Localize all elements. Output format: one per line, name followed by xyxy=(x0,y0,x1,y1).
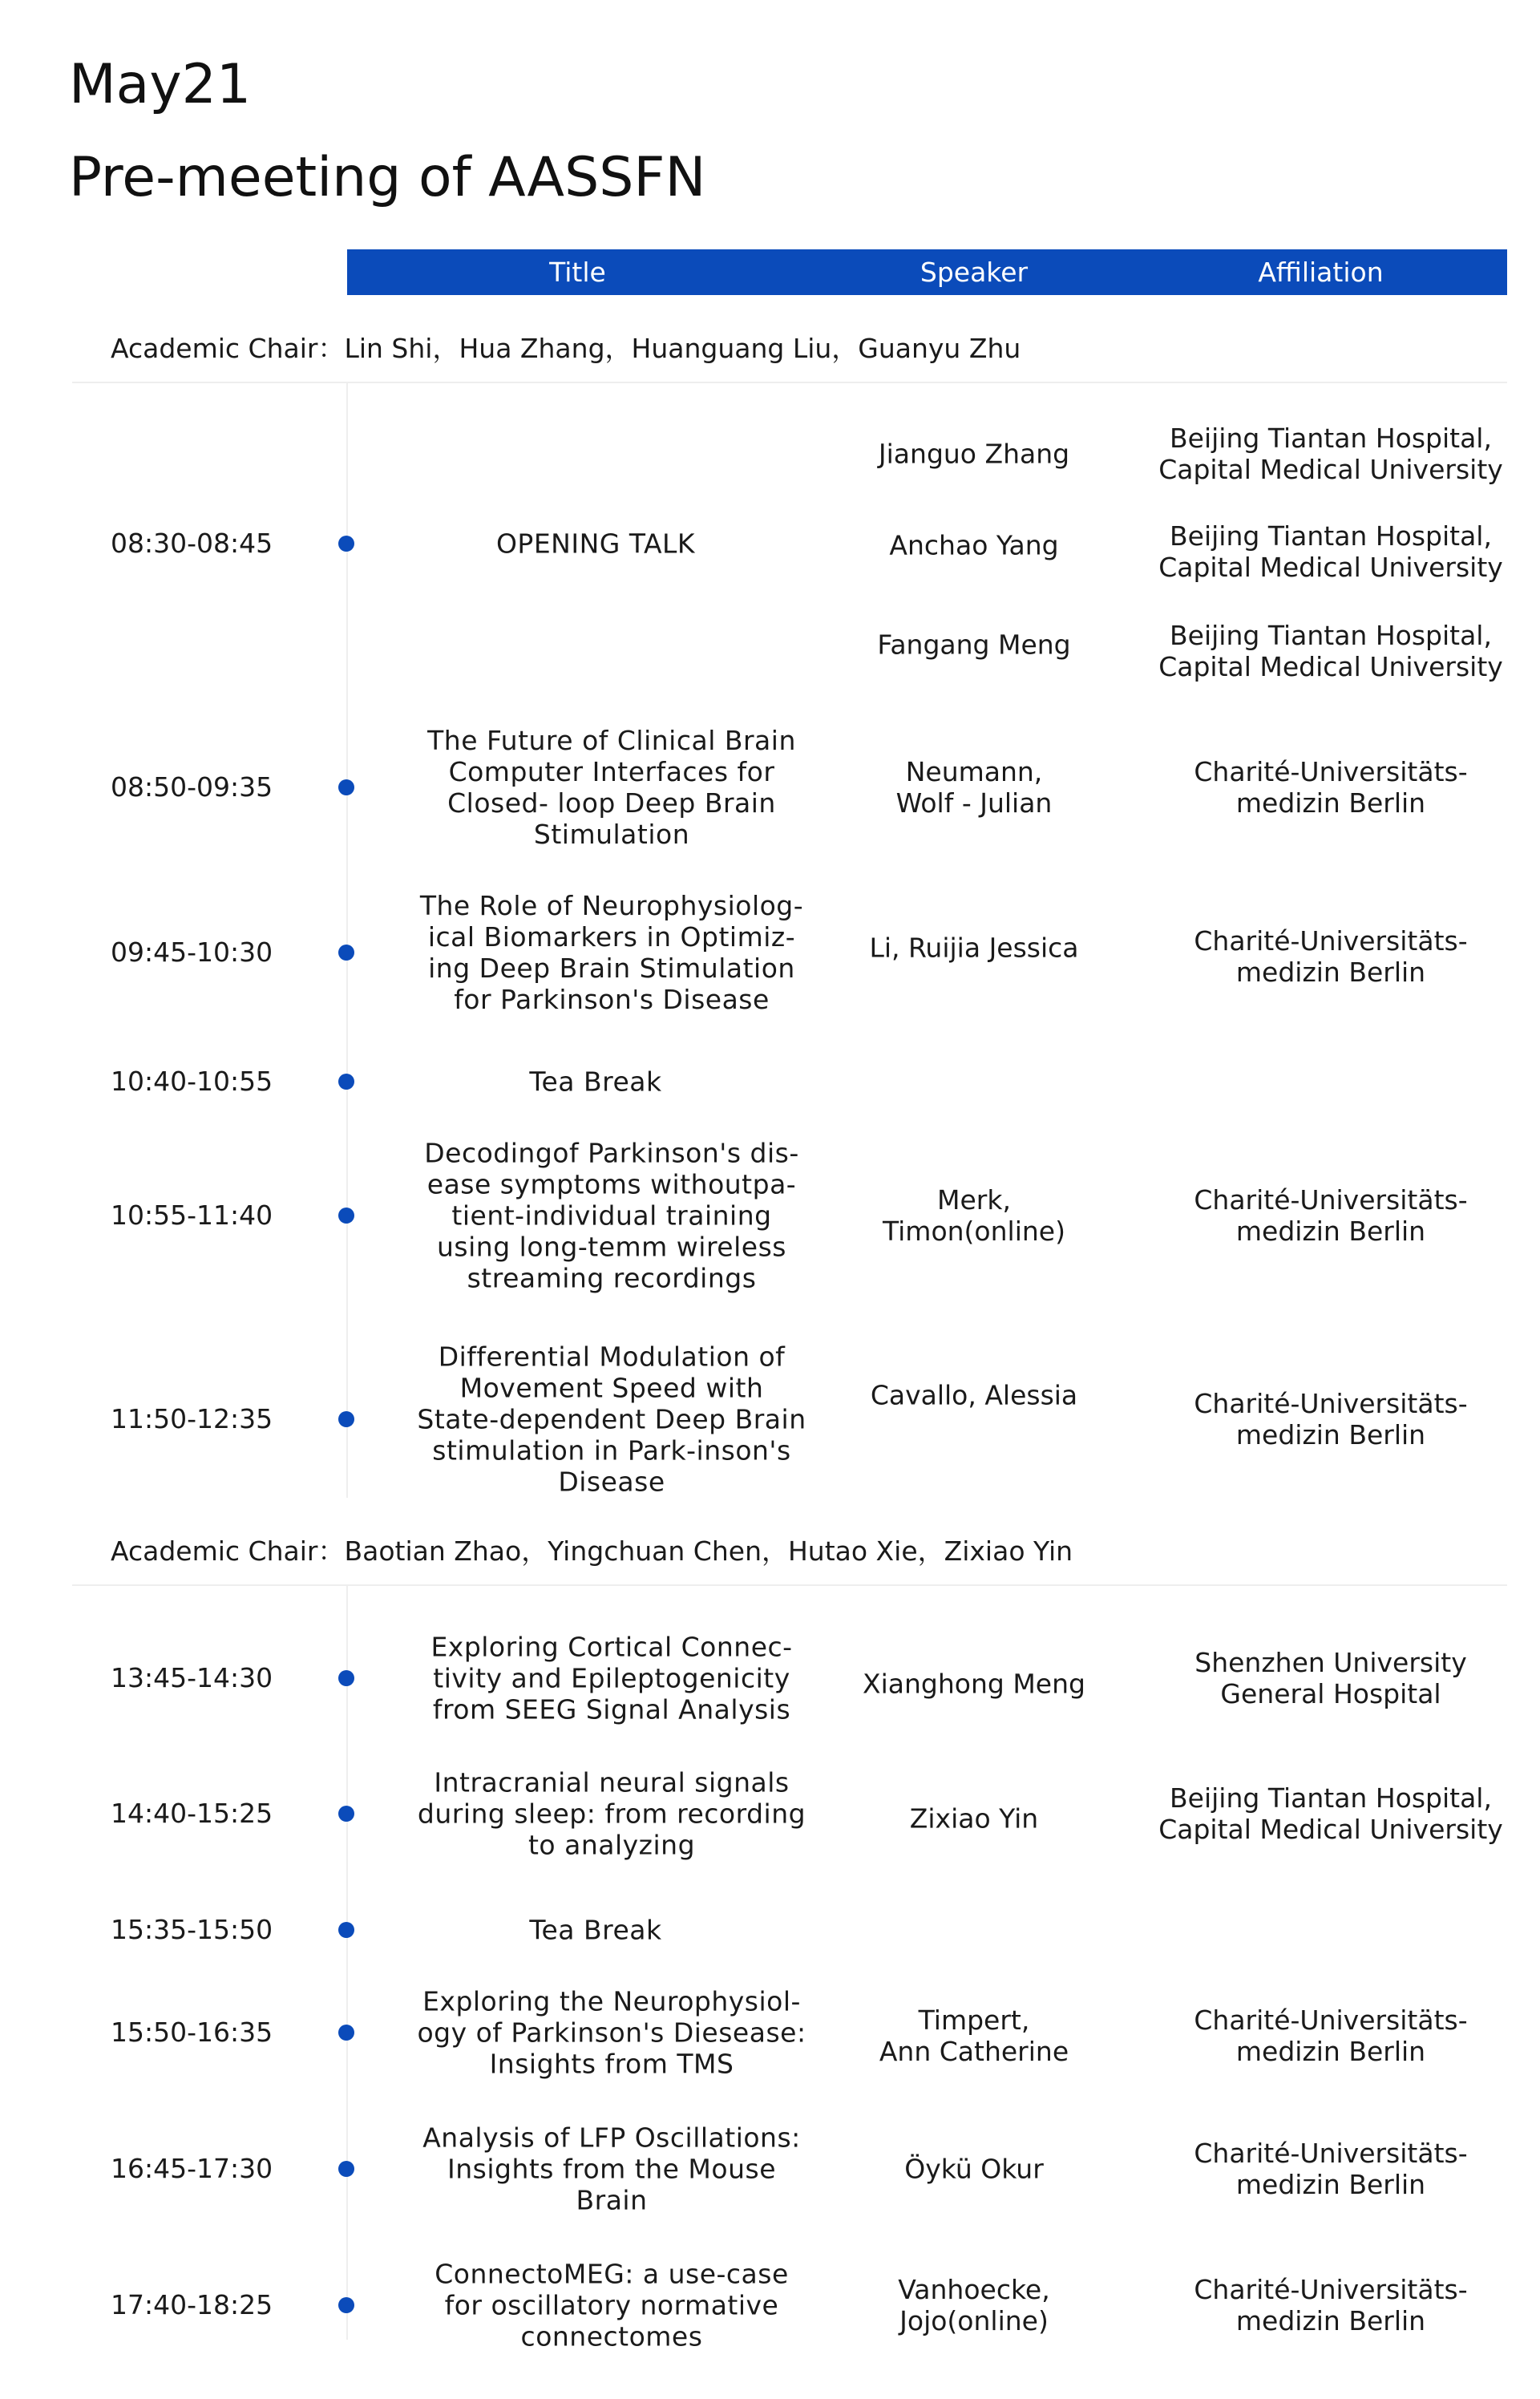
talk-title: Intracranial neural signals during sleep: from recording to analyzing xyxy=(417,1766,806,1861)
speaker-affiliation: Charité-Universitäts- medizin Berlin xyxy=(1194,756,1468,819)
speaker-affiliation: Charité-Universitäts- medizin Berlin xyxy=(1194,2005,1468,2067)
timeline-dot xyxy=(338,2297,354,2313)
speaker-name: Li, Ruijia Jessica xyxy=(869,932,1079,964)
talk-title: Analysis of LFP Oscillations: Insights from the Mouse Brain xyxy=(422,2122,801,2216)
speaker-affiliation: Beijing Tiantan Hospital, Capital Medical University xyxy=(1158,423,1503,485)
speaker-affiliation: Charité-Universitäts- medizin Berlin xyxy=(1194,2274,1468,2336)
timeline-dot xyxy=(338,1806,354,1822)
speaker-affiliation: Charité-Universitäts- medizin Berlin xyxy=(1194,2138,1468,2200)
talk-title: Tea Break xyxy=(529,1066,662,1098)
time-slot: 14:40-15:25 xyxy=(111,1798,273,1829)
talk-title: Tea Break xyxy=(529,1914,662,1946)
time-slot: 09:45-10:30 xyxy=(111,937,273,968)
table-header xyxy=(347,249,1507,295)
divider xyxy=(72,1584,1507,1586)
speaker-name: Cavallo, Alessia xyxy=(870,1379,1078,1411)
divider xyxy=(72,382,1507,383)
header-speaker: Speaker xyxy=(920,257,1029,288)
timeline-dot xyxy=(338,2025,354,2041)
speaker-name: Zixiao Yin xyxy=(909,1802,1039,1835)
header-title: Title xyxy=(549,257,606,288)
timeline-line xyxy=(346,1586,348,2340)
speaker-name: Vanhoecke, Jojo(online) xyxy=(898,2274,1050,2336)
talk-title: Exploring the Neurophysiol- ogy of Parkinson's Diesease: Insights from TMS xyxy=(417,1985,806,2080)
schedule-date: May21 xyxy=(69,53,252,116)
academic-chair-session-1: Academic Chair：Lin Shi，Hua Zhang，Huanguang Liu，Guanyu Zhu xyxy=(111,333,1021,364)
speaker-affiliation: Charité-Universitäts- medizin Berlin xyxy=(1194,1388,1468,1450)
time-slot: 11:50-12:35 xyxy=(111,1403,273,1434)
talk-title: OPENING TALK xyxy=(495,528,696,560)
time-slot: 15:35-15:50 xyxy=(111,1914,273,1945)
speaker-name: Öykü Okur xyxy=(904,2153,1044,2185)
speaker-name: Timpert, Ann Catherine xyxy=(879,2005,1069,2067)
speaker-name: Fangang Meng xyxy=(877,629,1071,661)
header-affiliation: Affiliation xyxy=(1258,257,1384,288)
speaker-affiliation: Beijing Tiantan Hospital, Capital Medical University xyxy=(1158,620,1503,682)
timeline-dot xyxy=(338,1411,354,1427)
speaker-affiliation: Charité-Universitäts- medizin Berlin xyxy=(1194,925,1468,988)
time-slot: 15:50-16:35 xyxy=(111,2017,273,2048)
timeline-dot xyxy=(338,1208,354,1224)
time-slot: 08:30-08:45 xyxy=(111,528,273,559)
talk-title: The Future of Clinical Brain Computer Interfaces for Closed- loop Deep Brain Stimulation xyxy=(427,725,796,850)
speaker-name: Anchao Yang xyxy=(889,529,1059,561)
timeline-dot xyxy=(338,945,354,961)
speaker-name: Merk, Timon(online) xyxy=(883,1184,1065,1247)
talk-title: The Role of Neurophysiolog- ical Biomarkers in Optimiz- ing Deep Brain Stimulation for Parkinson's Disease xyxy=(419,890,804,1015)
talk-title: Decodingof Parkinson's dis- ease symptoms withoutpa- tient-individual training using long-temm wireless streaming recordings xyxy=(424,1137,799,1294)
speaker-name: Neumann, Wolf - Julian xyxy=(895,756,1053,819)
timeline-dot xyxy=(338,1074,354,1090)
time-slot: 08:50-09:35 xyxy=(111,771,273,803)
speaker-affiliation: Beijing Tiantan Hospital, Capital Medical University xyxy=(1158,520,1503,583)
talk-title: Differential Modulation of Movement Speed with State-dependent Deep Brain stimulation in Park-inson's Disease xyxy=(417,1341,806,1498)
page-title: Pre-meeting of AASSFN xyxy=(69,146,706,209)
timeline-dot xyxy=(338,536,354,552)
academic-chair-session-2: Academic Chair：Baotian Zhao，Yingchuan Chen，Hutao Xie，Zixiao Yin xyxy=(111,1535,1073,1567)
speaker-affiliation: Shenzhen University General Hospital xyxy=(1194,1647,1467,1709)
time-slot: 17:40-18:25 xyxy=(111,2289,273,2320)
time-slot: 16:45-17:30 xyxy=(111,2153,273,2184)
time-slot: 10:40-10:55 xyxy=(111,1066,273,1097)
talk-title: ConnectoMEG: a use-case for oscillatory normative connectomes xyxy=(435,2258,789,2352)
timeline-dot xyxy=(338,1670,354,1686)
time-slot: 13:45-14:30 xyxy=(111,1662,273,1693)
timeline-dot xyxy=(338,2161,354,2177)
speaker-name: Xianghong Meng xyxy=(863,1668,1085,1700)
talk-title: Exploring Cortical Connec- tivity and Epileptogenicity from SEEG Signal Analysis xyxy=(430,1631,793,1725)
speaker-name: Jianguo Zhang xyxy=(878,438,1070,470)
speaker-affiliation: Charité-Universitäts- medizin Berlin xyxy=(1194,1184,1468,1247)
timeline-dot xyxy=(338,1922,354,1938)
time-slot: 10:55-11:40 xyxy=(111,1200,273,1231)
timeline-dot xyxy=(338,779,354,795)
speaker-affiliation: Beijing Tiantan Hospital, Capital Medical University xyxy=(1158,1782,1503,1845)
